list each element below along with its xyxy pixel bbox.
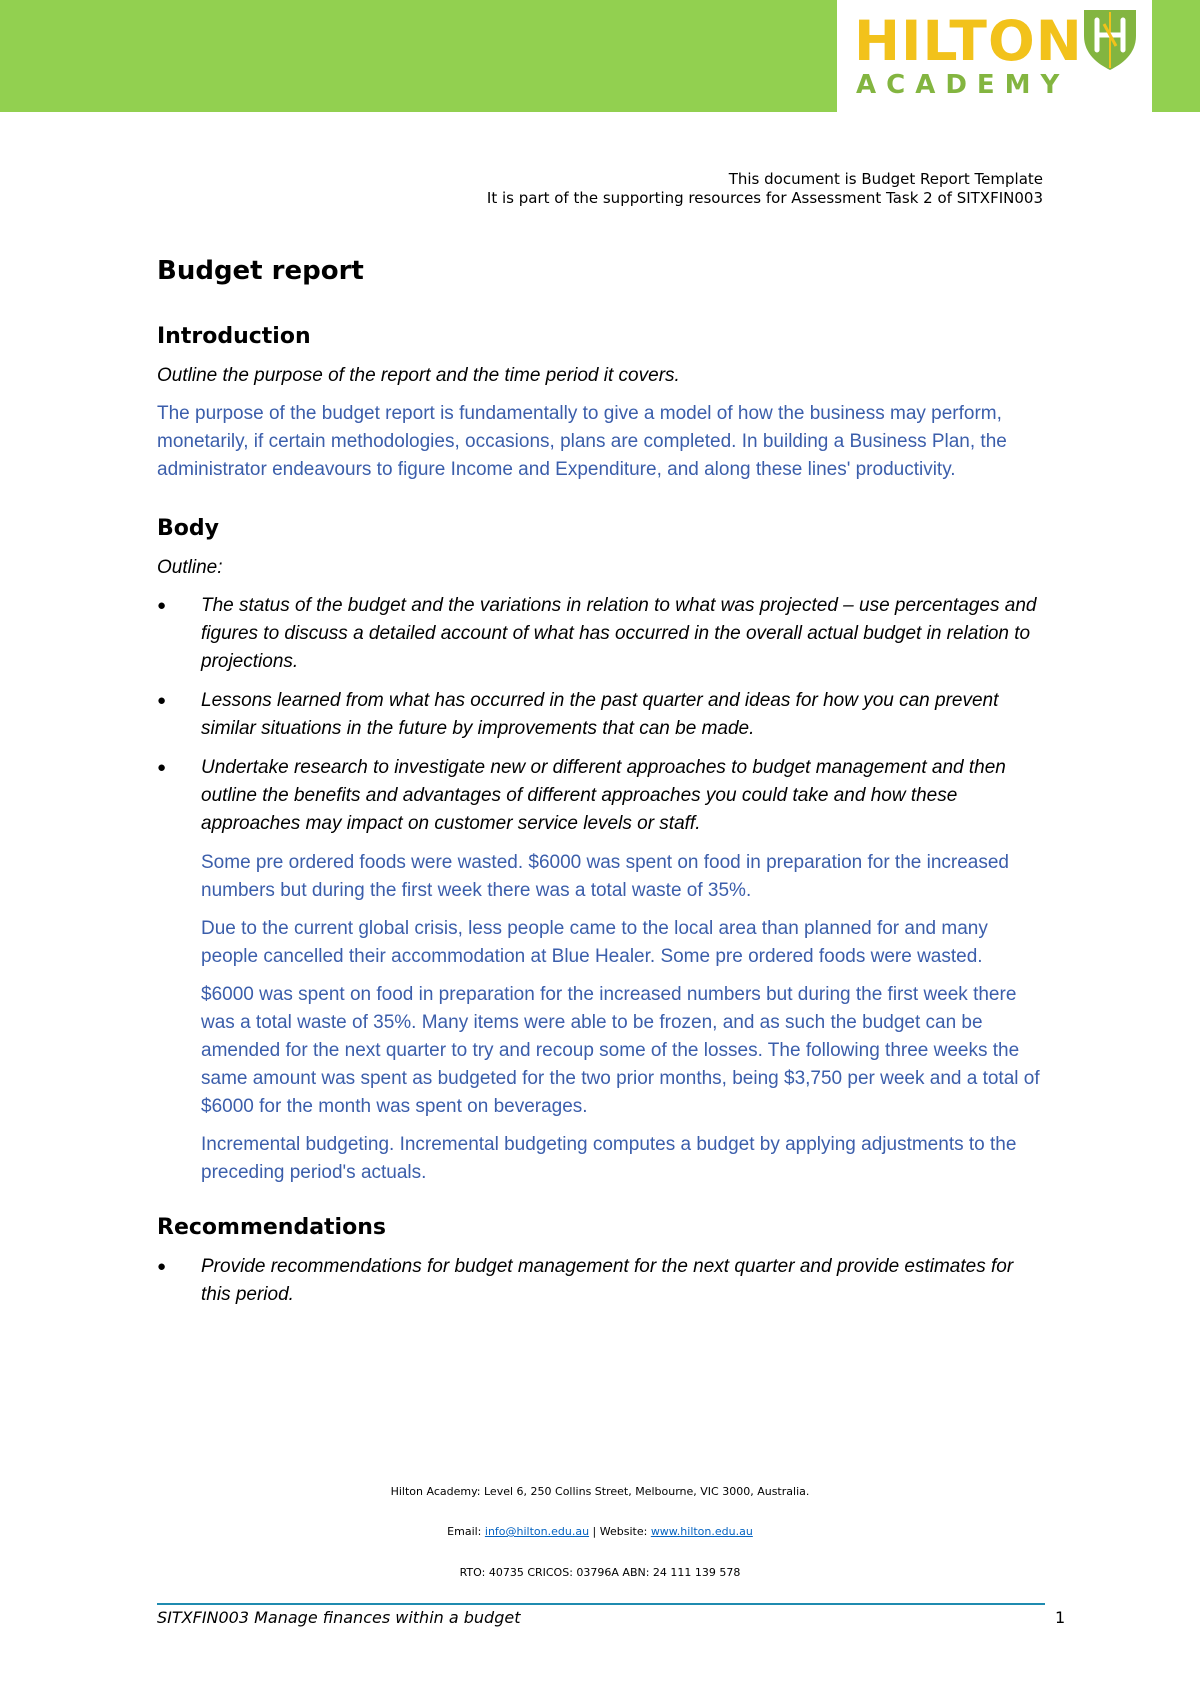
bullet-icon: ● (157, 759, 167, 776)
list-item (157, 687, 1042, 743)
shield-icon (1080, 6, 1140, 72)
footer-unit-title: SITXFIN003 Manage finances within a budget (157, 1608, 521, 1627)
document-note (487, 170, 1043, 208)
header-band-right (1152, 0, 1200, 112)
header-band-left (0, 0, 837, 112)
email-label: Email: (447, 1525, 485, 1538)
bullet-text: Lessons learned from what has occurred in the past quarter and ideas for how you can prevent similar situations in the future by improvements that can be made. (201, 690, 999, 739)
hilton-academy-logo (852, 4, 1142, 104)
bullet-icon: ● (157, 692, 167, 709)
page-number: 1 (1055, 1608, 1066, 1627)
recommendations-bullet-list (157, 1253, 1042, 1309)
website-link[interactable]: www.hilton.edu.au (650, 1525, 753, 1538)
list-item (157, 754, 1042, 838)
document-note-line-1: This document is Budget Report Template (728, 170, 1043, 188)
list-item (157, 1253, 1042, 1309)
document-note-line-2: It is part of the supporting resources for Assessment Task 2 of SITXFIN003 (486, 189, 1043, 207)
bullet-text: The status of the budget and the variations in relation to what was projected – use percentages and figures to discuss a detailed account of what has occurred in the overall actual budget in relation to projections. (201, 595, 1037, 672)
footer-contact (0, 1525, 1200, 1538)
footer-registration: RTO: 40735 CRICOS: 03796A ABN: 24 111 139 578 (459, 1566, 741, 1579)
bullet-text: Provide recommendations for budget management for the next quarter and provide estimates for this period. (201, 1256, 1014, 1305)
footer-divider (157, 1603, 1045, 1605)
footer-address: Hilton Academy: Level 6, 250 Collins Street, Melbourne, VIC 3000, Australia. (390, 1485, 810, 1498)
contact-separator: | (589, 1525, 600, 1538)
body-heading: Body (157, 516, 219, 541)
body-instruction: Outline: (157, 557, 223, 578)
body-answers (157, 849, 1042, 1187)
body-answer: Incremental budgeting. Incremental budgeting computes a budget by applying adjustments to the preceding period's actuals. (201, 1134, 1017, 1183)
logo-wordmark: HILTON (854, 9, 1083, 73)
introduction-answer: The purpose of the budget report is fundamentally to give a model of how the business may perform, monetarily, if certain methodologies, occasions, plans are completed. In building a Business Plan, the administrator endeavours to figure Income and Expenditure, and along these lines' productivity. (157, 403, 1007, 480)
introduction-instruction: Outline the purpose of the report and the time period it covers. (157, 365, 680, 386)
email-link[interactable]: info@hilton.edu.au (484, 1525, 590, 1538)
logo-subtitle: ACADEMY (856, 70, 1070, 100)
bullet-icon: ● (157, 597, 167, 614)
bullet-icon: ● (157, 1258, 167, 1275)
report-title: Budget report (157, 256, 364, 286)
recommendations-heading: Recommendations (157, 1215, 386, 1240)
body-answer: Some pre ordered foods were wasted. $6000 was spent on food in preparation for the increased numbers but during the first week there was a total waste of 35%. (201, 852, 1010, 901)
bullet-text: Undertake research to investigate new or different approaches to budget management and then outline the benefits and advantages of different approaches you could take and how these approaches may impact on customer service levels or staff. (201, 757, 1006, 834)
introduction-heading: Introduction (157, 324, 311, 349)
body-bullet-list (157, 592, 1042, 838)
list-item (157, 592, 1042, 676)
report-content (157, 254, 1042, 1320)
body-answer: Due to the current global crisis, less people came to the local area than planned for and many people cancelled their accommodation at Blue Healer. Some pre ordered foods were wasted. (201, 918, 988, 967)
website-label: Website: (599, 1525, 651, 1538)
body-answer: $6000 was spent on food in preparation for the increased numbers but during the first week there was a total waste of 35%. Many items were able to be frozen, and as such the budget can be amended for the next quarter to try and recoup some of the losses. The following three weeks the same amount was spent as budgeted for the two prior months, being $3,750 per week and a total of $6000 for the month was spent on beverages. (201, 984, 1040, 1117)
